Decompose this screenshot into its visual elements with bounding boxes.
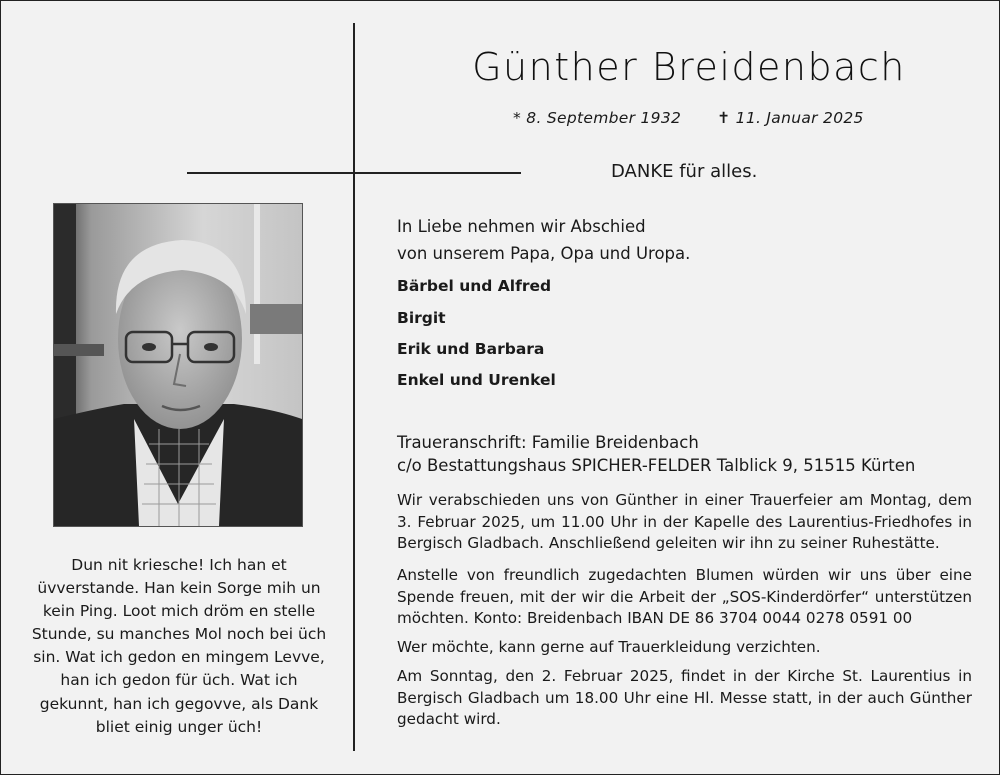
birth-date: * 8. September 1932 [513,109,682,127]
poem-line: üvverstande. Han kein Sorge mih un [37,579,321,598]
family-member: Birgit [397,309,446,327]
poem-line: bliet einig unger üch! [95,717,263,736]
poem-line: Stunde, su manches Mol noch bei üch [31,625,327,644]
dress-code-paragraph: Wer möchte, kann gerne auf Trauerkleidung verzichten. [397,638,821,656]
address-line: c/o Bestattungshaus SPICHER-FELDER Talblick 9, 51515 Kürten [397,456,916,475]
intro-line: In Liebe nehmen wir Abschied [397,217,646,236]
poem-line: Dun nit kriesche! Ich han et [71,556,287,574]
deceased-name: Günther Breidenbach [472,45,906,89]
poem-line: sin. Wat ich gedon en mingem Levve, [33,648,325,667]
cross-vertical-bar [353,23,355,751]
thanks-line: DANKE für alles. [611,161,758,182]
farewell-intro [397,213,690,267]
dialect-poem [31,554,327,739]
portrait-photo [53,203,303,527]
address-line: Traueranschrift: Familie Breidenbach [397,433,699,452]
family-member: Erik und Barbara [397,340,545,358]
donation-paragraph: Anstelle von freundlich zugedachten Blumen würden wir uns über eine Spende freuen, mit der wir die Arbeit der „SOS-Kinderdörfer“ unterstützen möchten. Konto: Breidenbach IBAN DE 86 3704 0044 0278 0591 00 [397,566,972,627]
life-dates [513,109,870,127]
family-member: Enkel und Urenkel [397,371,556,389]
cross-horizontal-bar [187,172,521,174]
death-date: ✝ 11. Januar 2025 [717,109,864,127]
poem-line: gekunnt, han ich gegovve, als Dank [39,694,319,713]
funeral-service-paragraph: Wir verabschieden uns von Günther in einer Trauerfeier am Montag, dem 3. Februar 2025, um 11.00 Uhr in der Kapelle des Laurentius-Friedhofes in Bergisch Gladbach. Anschließend geleiten wir ihn zu seiner Ruhestätte. [397,491,972,552]
family-member: Bärbel und Alfred [397,277,552,295]
poem-line: han ich gedon für üch. Wat ich [60,671,298,690]
portrait-photo-icon [54,204,302,526]
poem-line: kein Ping. Loot mich dröm en stelle [42,602,316,621]
intro-line: von unserem Papa, Opa und Uropa. [397,244,691,263]
mass-paragraph: Am Sonntag, den 2. Februar 2025, findet in der Kirche St. Laurentius in Bergisch Gladbach um 18.00 Uhr eine Hl. Messe statt, in der auch Günther gedacht wird. [397,667,972,728]
mourning-address [397,431,915,477]
